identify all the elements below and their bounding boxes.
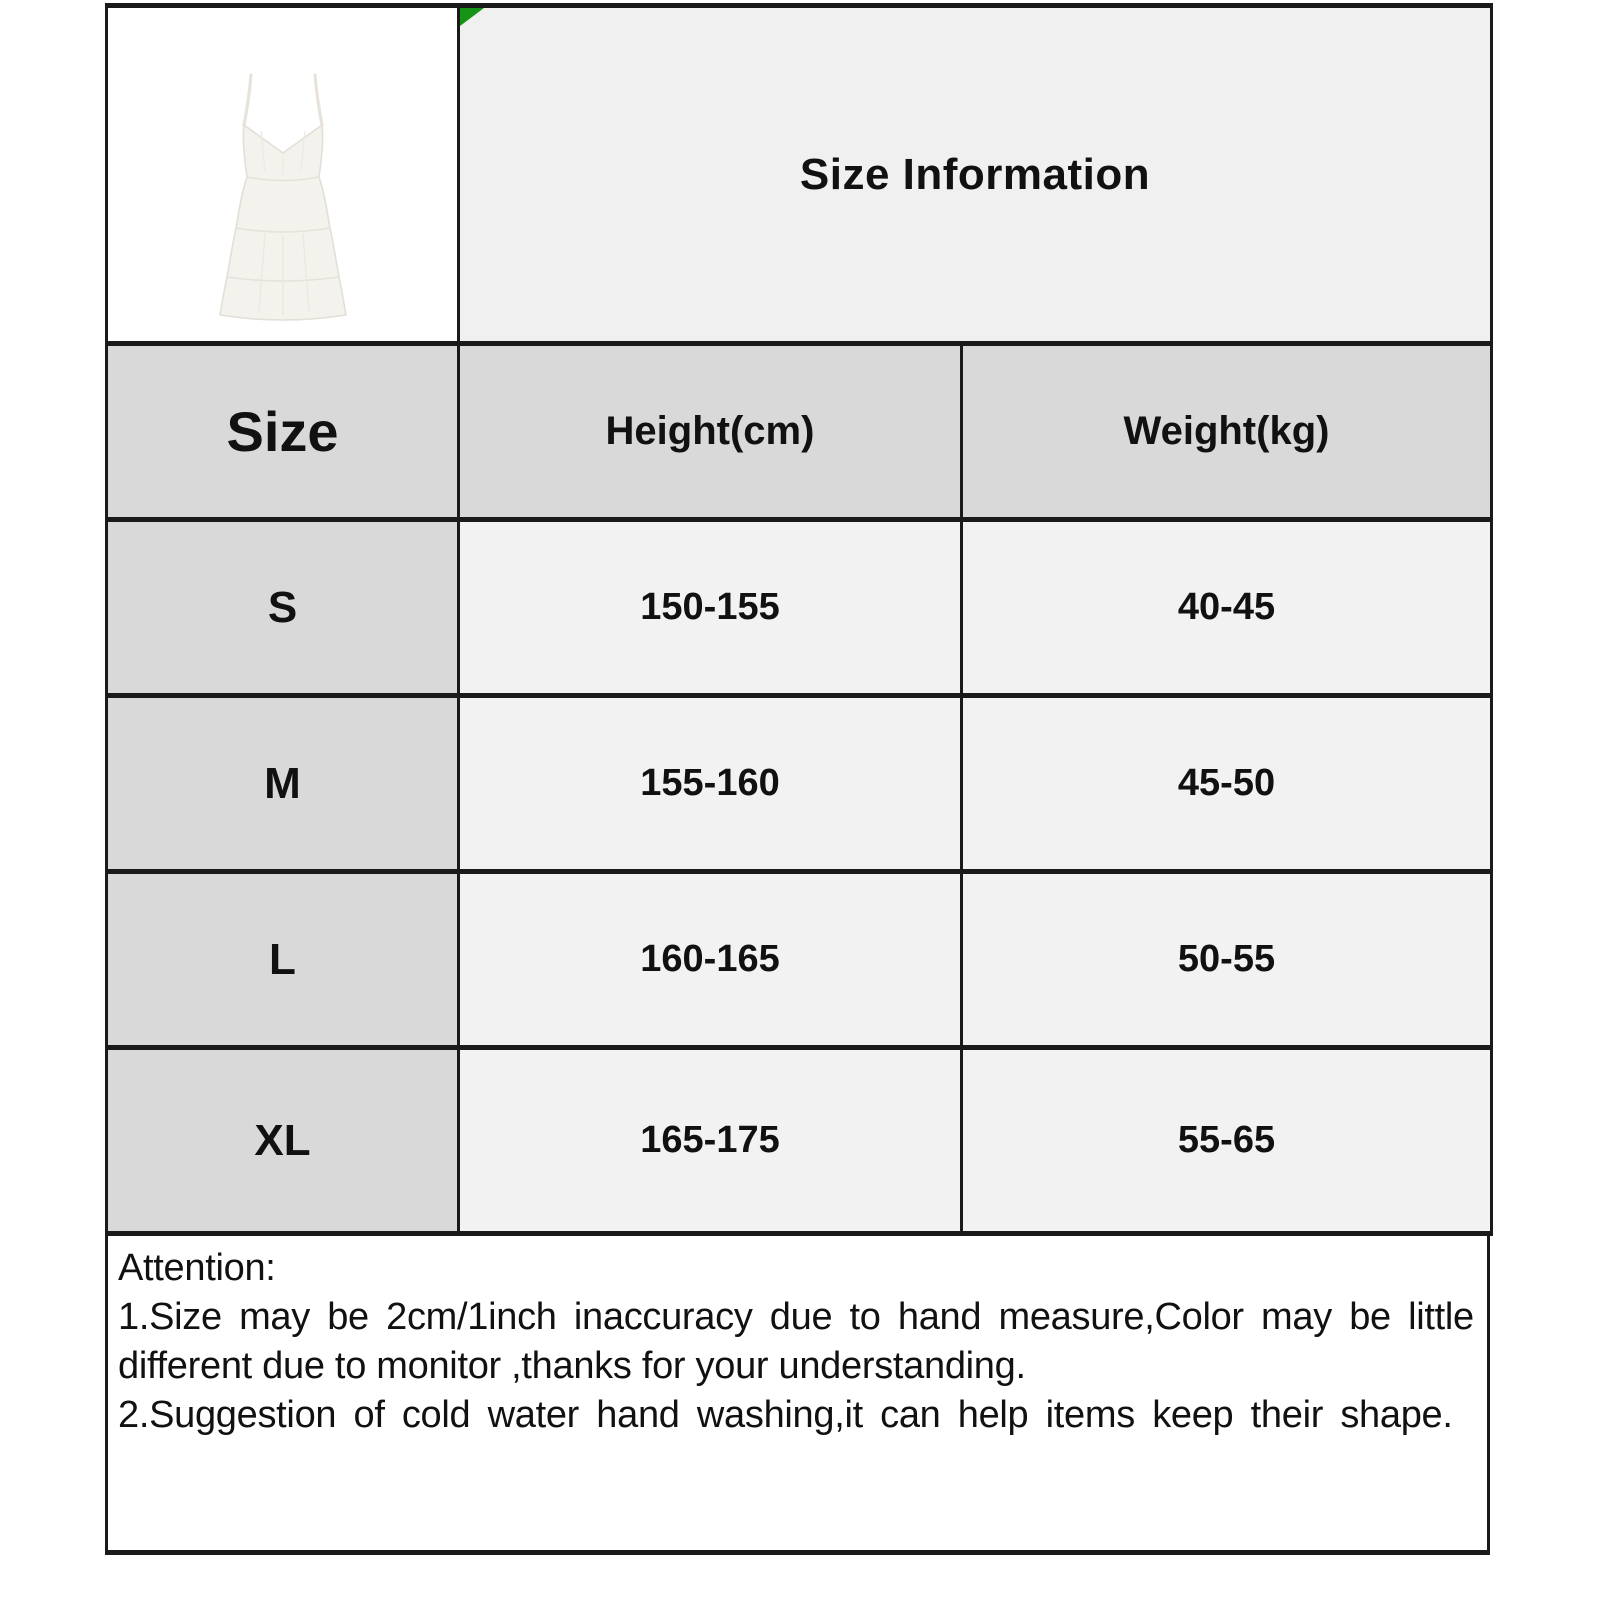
height-value-l-text: 160-165 [640,938,780,980]
weight-value-m [962,696,1492,872]
attention-line-3: 2.Suggestion of cold water hand washing,it can help items keep their shape. [118,1394,1453,1436]
weight-value-m-text: 45-50 [1177,762,1276,804]
page-title: Size Information [799,149,1151,199]
size-label-l-text: L [269,934,296,984]
column-header-height [459,344,962,520]
weight-value-s [962,520,1492,696]
attention-heading: Attention: [118,1247,276,1289]
green-corner-marker-icon [460,8,484,26]
height-value-xl [459,1048,962,1234]
size-label-s-text: S [267,582,298,632]
size-label-m-text: M [264,758,301,808]
table-row-l [107,872,1492,1048]
height-value-l [459,872,962,1048]
dress-image [213,71,353,323]
attention-line-2: different due to monitor ,thanks for your understanding. [118,1345,1026,1387]
size-label-s [107,520,459,696]
height-value-s-text: 150-155 [640,586,780,628]
column-header-weight-label: Weight(kg) [1123,409,1330,453]
weight-value-xl-text: 55-65 [1177,1119,1276,1161]
top-row [107,6,1492,344]
table-header-row [107,344,1492,520]
weight-value-xl [962,1048,1492,1234]
size-label-xl [107,1048,459,1234]
weight-value-l-text: 50-55 [1177,938,1276,980]
height-value-xl-text: 165-175 [640,1119,780,1161]
table-row-s [107,520,1492,696]
attention-note [105,1236,1490,1555]
attention-line-1: 1.Size may be 2cm/1inch inaccuracy due to hand measure,Color may be little [118,1296,1474,1338]
height-value-s [459,520,962,696]
size-label-m [107,696,459,872]
weight-value-l [962,872,1492,1048]
height-value-m-text: 155-160 [640,762,780,804]
title-cell [459,6,1492,344]
table-row-m [107,696,1492,872]
column-header-height-label: Height(cm) [605,409,815,453]
product-image-cell [107,6,459,344]
table-row-xl [107,1048,1492,1234]
size-label-xl-text: XL [254,1115,311,1165]
column-header-weight [962,344,1492,520]
size-table [105,3,1493,1236]
height-value-m [459,696,962,872]
size-chart-sheet [105,3,1490,1555]
size-label-l [107,872,459,1048]
weight-value-s-text: 40-45 [1177,586,1276,628]
column-header-size-label: Size [226,400,339,463]
column-header-size [107,344,459,520]
